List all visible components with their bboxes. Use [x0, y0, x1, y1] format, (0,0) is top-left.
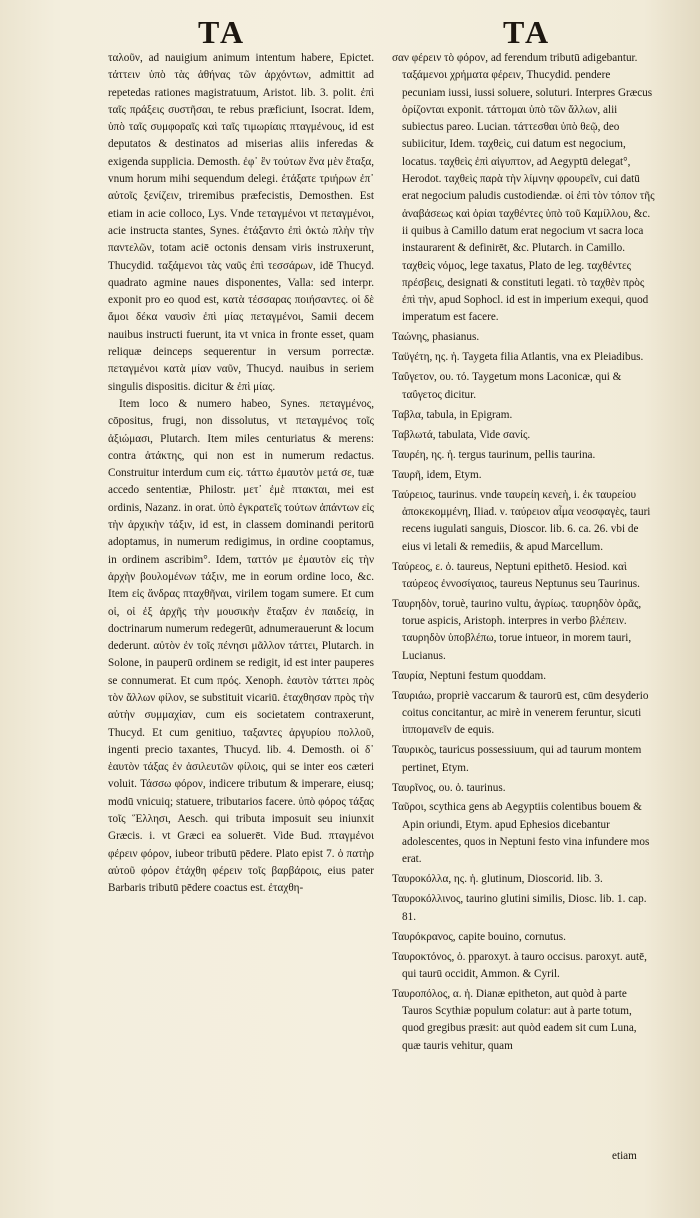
- dictionary-entry: Ταυρηδὸν, toruè, taurino vultu, ἀγρίως. ταυρηδὸν ὁρᾶς, torue aspicis, Aristoph. interpres in verbo βλέπειν. ταυρηδὸν ὑποβλέπω, torue intueor, in morem tauri, Lucianus.: [392, 597, 642, 662]
- dictionary-entry: Ταύρεος, ε. ὁ. taureus, Neptuni epithetō. Hesiod. καὶ ταύρεος ἐννοσίγαιος, taureus Neptunus seu Taurinus.: [392, 560, 640, 590]
- dictionary-entry: Ταϋγέτη, ης. ἡ. Taygeta filia Atlantis, vna ex Pleiadibus.: [392, 351, 644, 364]
- running-head-right: TA: [503, 14, 552, 50]
- dictionary-entry: Ταυρία, Neptuni festum quoddam.: [392, 669, 547, 682]
- dictionary-entry: Ταύρειος, taurinus. vnde ταυρείη κενεὴ, i. ἐκ ταυρείου ἀποκεκομμένη, Iliad. ν. ταύρειον αἷμα νεοσφαγὲς, tauri recens iugulati sanguis, Dioscor. lib. 6. ca. 26. vbi de eius vi letali & remediis, & apud Marcellum.: [392, 488, 651, 553]
- dictionary-entry: Ταυρέη, ης. ἡ. tergus taurinum, pellis taurina.: [392, 448, 596, 461]
- running-head: [0, 14, 700, 54]
- dictionary-entry: Ταυρῆ, idem, Etym.: [392, 468, 482, 481]
- dictionary-entry: Ταῦροι, scythica gens ab Aegyptiis colentibus bouem & Apin oriundi, Etym. apud Ephesios dicebantur adolescentes, quos in Neptuni festo vina infundere mos erat.: [392, 801, 650, 866]
- dictionary-entry: Ταυροπόλος, α. ἡ. Dianæ epitheton, aut quòd à parte Tauros Scythiæ populum colatur: aut à parte totum, quod gregibus præsit: aut quòd eadem sit cum Luna, quæ tauris vehitur, quam: [392, 987, 637, 1052]
- dictionary-entry: Ταυρόκρανος, capite bouino, cornutus.: [392, 930, 566, 943]
- left-paragraph: ταλοῦν, ad nauigium animum intentum habere, Epictet. τάττειν ὑπὸ τὰς ἀθήνας τῶν ἀρχόντων, admittit ad repetedas rationes magistratuum, Aristot. lib. 3. polit. ἐπὶ ταῖς πράξεις συστῆσαι, te rebus præficiunt, Isocrat. Idem, ὑπὸ ταῖς συμφοραῖς καὶ ταῖς τιμωρίαις πταγμένους, id est deputatos & destinatos ad miserias aliis inferedas & exigenda supplicia. Demosth. ἐφ᾽ ἓν τούτων ἕνα μὲν ἔταξα, vnum horum mihi sequendum delegi. ἐτάξατε τριήρων ἐπ᾽ αὐτοῖς ξενίζειν, triremibus præfecistis, Demosthen. Est etiam in acie colloco, Lys. Vnde τεταγμένοι vt πεταγμένοι, acie instructa stantes, Synes. ἐτάξαντο ἐπὶ ὀκτὼ πλὴν τὴν παντελῶν, totam aciē octonis densam viris instruxerunt, Thucydid. ταξάμενοι τὰς ναῦς ἐπὶ τεσσάρων, idē Thucyd. quadrato agmine naues disponentes, Valla: sed interpr. exponit pro eo quod est, κατὰ τέσσαρας ποιήσαντες. οἱ δὲ ἄμοι δέκα ναυσὶν ἐπὶ μίας πεταγμένοι, Samii decem nauibus instructi fuerunt, ita vt vnica in fronte esset, quam reliquæ deinceps sequerentur in versum porrectæ. πεταγμένοι κατὰ μίαν ναῦν, Thucyd. nauibus in seriem singulis dispositis. dicitur & ἐπὶ μίας.: [108, 52, 374, 393]
- running-head-left: TA: [198, 14, 247, 50]
- dictionary-entry: Ταώνης, phasianus.: [392, 331, 480, 344]
- dictionary-entry: Ταΰγετον, ου. τό. Taygetum mons Laconicæ, qui & ταΰγετος dicitur.: [392, 371, 622, 401]
- left-column: [108, 50, 374, 898]
- dictionary-entry: Ταυριάω, propriè vaccarum & taurorū est, cūm desyderio coitus concitantur, ac mirè in venerem feruntur, sicuti ἱππομανεῖν de equis.: [392, 689, 649, 737]
- dictionary-entry: Ταυροκόλλα, ης. ἡ. glutinum, Dioscorid. lib. 3.: [392, 873, 603, 886]
- dictionary-entry: Ταυροκόλλινος, taurino glutini similis, Diosc. lib. 1. cap. 81.: [392, 893, 647, 923]
- dictionary-entry: Ταυρικὸς, tauricus possessiuum, qui ad taurum montem pertinet, Etym.: [392, 744, 642, 774]
- dictionary-entry: σαν φέρειν τὸ φόρον, ad ferendum tributū adigebantur. ταξάμενοι χρήματα φέρειν, Thucydid. pendere pecuniam iussi, iussi soluere, soluturi. Interpres Græcus ὁρίζονται exponit. τάττομαι ὑπὸ τῶν ἄλλων, alii subiectus pareo. Lucian. τάττεσθαι ὑπὸ θεῷ, deo subiicitur, Idem. ταχθεὶς, cui datum est negocium, locatus. ταχθεὶς ἐπὶ αἰγυπτον, ad Aegyptū delegat°, Herodot. ταχθεὶς παρὰ τὴν λίμνην φρουρεῖν, cui datū erat negocium paludis custodiendæ. οἱ ἐπὶ τὸν τόπον τῆς ἀναβάσεως καὶ ὁρίαι ταχθέντες ὑπὸ τοῦ Καμίλλου, &c. ii quibus à Camillo datum erat negocium vt sacra loca instaurarent & definirēt, &c. Plutarch. in Camillo. ταχθεὶς νόμος, lege taxatus, Plato de leg. ταχθέντες πρέσβεις, designati & constituti legati. τὸ ταχθὲν πρὸς ἐπὶ τὴν, apud Sophocl. id est in imperium exequi, quod imperatum est facere.: [392, 52, 655, 324]
- left-paragraph: Item loco & numero habeo, Synes. πεταγμένος, cōpositus, frugi, non dissolutus, vt πεταγμένος τοῖς ἀξιώμασι, Plutarch. Item miles centuriatus & merens: contra ἀτάκτης, qui non est in numerum redactus. Construitur interdum cum εἰς. τάττω ἐμαυτὸν μετά σε, tuæ accedo sententiæ, Philostr. μετ᾽ ἐμὲ πτακται, mei est ordinis, Nazanz. in orat. ὑπὸ ἐγκρατεῖς τούτων ἁπάντων εἰς τὴν ἀρχικὴν τάξιν, id est, in classem dominandi peritorū adoptamus, in numerum redigimus, in ordine cooptamus, in ordinem ascribim°. Idem, ταττόν με ἐμαυτὸν εἰς τὴν ἀρχὴν βουλομένων τάξιν, me in eorum ordine loco, &c. Item εἰς ἄνδρας πταχθῆναι, virilem togam sumere. Et cum οἱ, οἱ ἐξ ἀρχῆς τὴν μουσικὴν ἔταξαν ἐν παιδείᾳ, in doctrinarum numerum redegerūt, adnumerauerunt & locum dederunt. αὐτὸν ἐν τοῖς πένησι μᾶλλον τάττει, Plutarch. in Solone, in pauperū ordinem se redigit, id est inter pauperes se connumerat. Et cum πρός. Xenoph. ἑαυτὸν τάττει πρὸς τὸν ἄλλων φίλον, se substituit vicariū. ἐταχθησαν πρὸς τὴν αὐτὴν συμμαχίαν, cum eis societatem contraxerunt, Thucyd. Et cum genitiuo, ταξαντες ἀργυρίου πολλοῦ, ingenti precio taxantes, Thucyd. lib. 4. Demosth. οἱ δ᾽ ἑαυτὸν τάξας ἐν ἀσιλευτῶν φίλοις, qui se inter eos cæteri voluit. Τάσσω φόρον, indicere tributum & imperare, eiusq; modū vnicuiq; statuere, tributarios facere. ὑπὸ φόρος τάξας τοῖς Ἕλλησι, Aesch. qui tributa imposuit seu iniunxit Græcis. i. vt Græci ea soluerēt. Vide Bud. πταγμένοι φέρειν φόρον, iubeor tributū pēdere. Plato epist 7. ὁ πατὴρ αὐτοῦ φόρον ἐτάχθη φέρειν τοῖς βαρβάροις, eius pater Barbaris tributū pēdere coactus est. ἐταχθη-: [108, 397, 374, 895]
- dictionary-entry: Ταυρῖνος, ου. ὁ. taurinus.: [392, 781, 506, 794]
- dictionary-entry: Ταβλα, tabula, in Epigram.: [392, 408, 513, 421]
- dictionary-entry: Ταυροκτόνος, ὁ. pparoxyt. à tauro occisus. paroxyt. autē, qui taurū occidit, Ammon. & Cyril.: [392, 950, 647, 980]
- dictionary-entry: Ταβλωτά, tabulata, Vide σανίς.: [392, 428, 531, 441]
- right-column: [392, 50, 656, 1058]
- catchword: etiam: [612, 1150, 637, 1162]
